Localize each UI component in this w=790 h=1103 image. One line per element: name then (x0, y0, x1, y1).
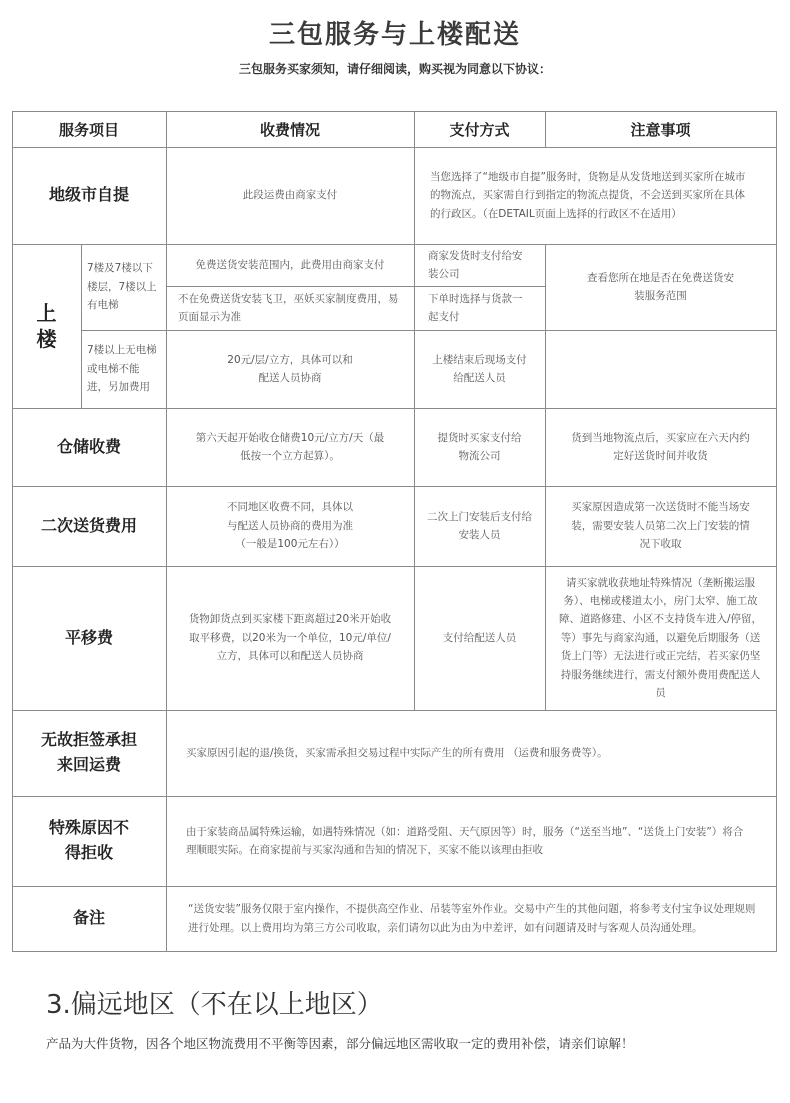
refuse-text: 买家原因引起的退/换货，买家需承担交易过程中实际产生的所有费用 （运费和服务费等）。 (186, 746, 608, 759)
row-label-storage: 仓储收费 (56, 436, 121, 456)
pickup-fee: 此段运费由商家支付 (242, 189, 338, 202)
pickup-notes: 当您选择了“地级市自提”服务时，货物是从发货地送到买家所在城市的物流点，买家需自行到指定的物流点提货，不会送到买家所在具体的行政区。（在DETAIL页面上选择的行政区不在适用） (430, 170, 746, 220)
row-label-upstairs (12, 244, 81, 408)
carry-fee: 货物卸货点到买家楼下距离超过20米开始收取平移费，以20米为一个单位，10元/单位/立方，具体可以和配送人员协商 (188, 613, 392, 663)
header-payment: 支付方式 (449, 120, 510, 139)
header-fee: 收费情况 (259, 120, 320, 139)
upstairs-label-text: 上楼 (36, 301, 57, 351)
second-delivery-notes: 买家原因造成第一次送货时不能当场安装，需要安装人员第二次上门安装的情况下收取 (571, 501, 750, 551)
remark-text: “送货安装”服务仅限于室内操作，不提供高空作业、吊装等室外作业。交易中产生的其他问题，将参考支付宝争议处理规则进行处理。以上费用均为第三方公司收取，亲们请勿以此为由为中差评，如有问题请及时与客观人员沟通处理。 (188, 903, 756, 934)
row-label-refuse (12, 710, 166, 796)
upstairs-fee-high: 20元/层/立方，具体可以和配送人员协商 (227, 353, 353, 384)
upstairs-sub-low: 7楼及7楼以下楼层，7楼以上有电梯 (87, 262, 157, 312)
carry-notes: 请买家就收获地址特殊情况（垄断搬运服务）、电梯或楼道太小，房门太窄、施工故障、道路修建、小区不支持货车进入/停留，等）事先与商家沟通，以避免后期服务（送货上门等）无法进行或正完结，若买家仍坚持服务继续进行，需支付额外费用费配送人员 (558, 576, 763, 699)
second-delivery-pay: 二次上门安装后支付给安装人员 (427, 510, 532, 541)
row-label-carry: 平移费 (64, 627, 113, 647)
page-subtitle: 三包服务买家须知，请仔细阅读，购买视为同意以下协议： (238, 62, 551, 76)
upstairs-notes: 查看您所在地是否在免费送货安装服务范围 (587, 271, 734, 302)
refuse-label-text: 无故拒签承担来回运费 (40, 730, 137, 774)
remote-section-title: 3.偏远地区（不在以上地区） (46, 990, 383, 1020)
row-label-special (12, 796, 166, 886)
header-notes: 注意事项 (630, 120, 691, 139)
row-label-pickup: 地级市自提 (48, 185, 129, 205)
storage-notes: 货到当地物流点后，买家应在六天内约定好送货时间并收货 (571, 431, 750, 462)
carry-pay: 支付给配送人员 (442, 631, 517, 644)
special-text: 由于家装商品属特殊运输，如遇特殊情况（如：道路受阻、天气原因等）时，服务（“送至当地”、“送货上门安装”）将合理顺眼实际。在商家提前与买家沟通和告知的情况下，买家不能以该理由拒收 (186, 825, 744, 856)
page-title: 三包服务与上楼配送 (268, 20, 521, 50)
row-label-second-delivery: 二次送货费用 (40, 515, 137, 535)
special-label-text: 特殊原因不得拒收 (49, 818, 130, 862)
upstairs-fee-free: 免费送货安装范围内，此费用由商家支付 (195, 258, 385, 271)
upstairs-fee-paid: 不在免费送货安装飞卫，巫妖买家制度费用，易页面显示为准 (178, 292, 399, 323)
table-border-right (776, 111, 777, 952)
remote-section-text: 产品为大件货物，因各个地区物流费用不平衡等因素，部分偏远地区需收取一定的费用补偿，请亲们谅解！ (46, 1036, 634, 1051)
upstairs-pay-merchant: 商家发货时支付给安装公司 (428, 249, 523, 280)
upstairs-sub-high: 7楼以上无电梯或电梯不能进，另加费用 (87, 344, 157, 394)
header-service-item: 服务项目 (58, 120, 119, 139)
storage-fee: 第六天起开始收仓储费10元/立方/天（最低按一个立方起算）。 (195, 431, 385, 462)
storage-pay: 提货时买家支付给物流公司 (437, 431, 522, 462)
row-label-remark: 备注 (72, 908, 105, 928)
second-delivery-fee: 不同地区收费不同，具体以与配送人员协商的费用为准（一般是100元左右）） (227, 501, 353, 551)
table-border-bottom (12, 951, 777, 952)
upstairs-pay-order: 下单时选择与货款一起支付 (428, 292, 523, 323)
upstairs-pay-high: 上楼结束后现场支付给配送人员 (432, 353, 527, 384)
